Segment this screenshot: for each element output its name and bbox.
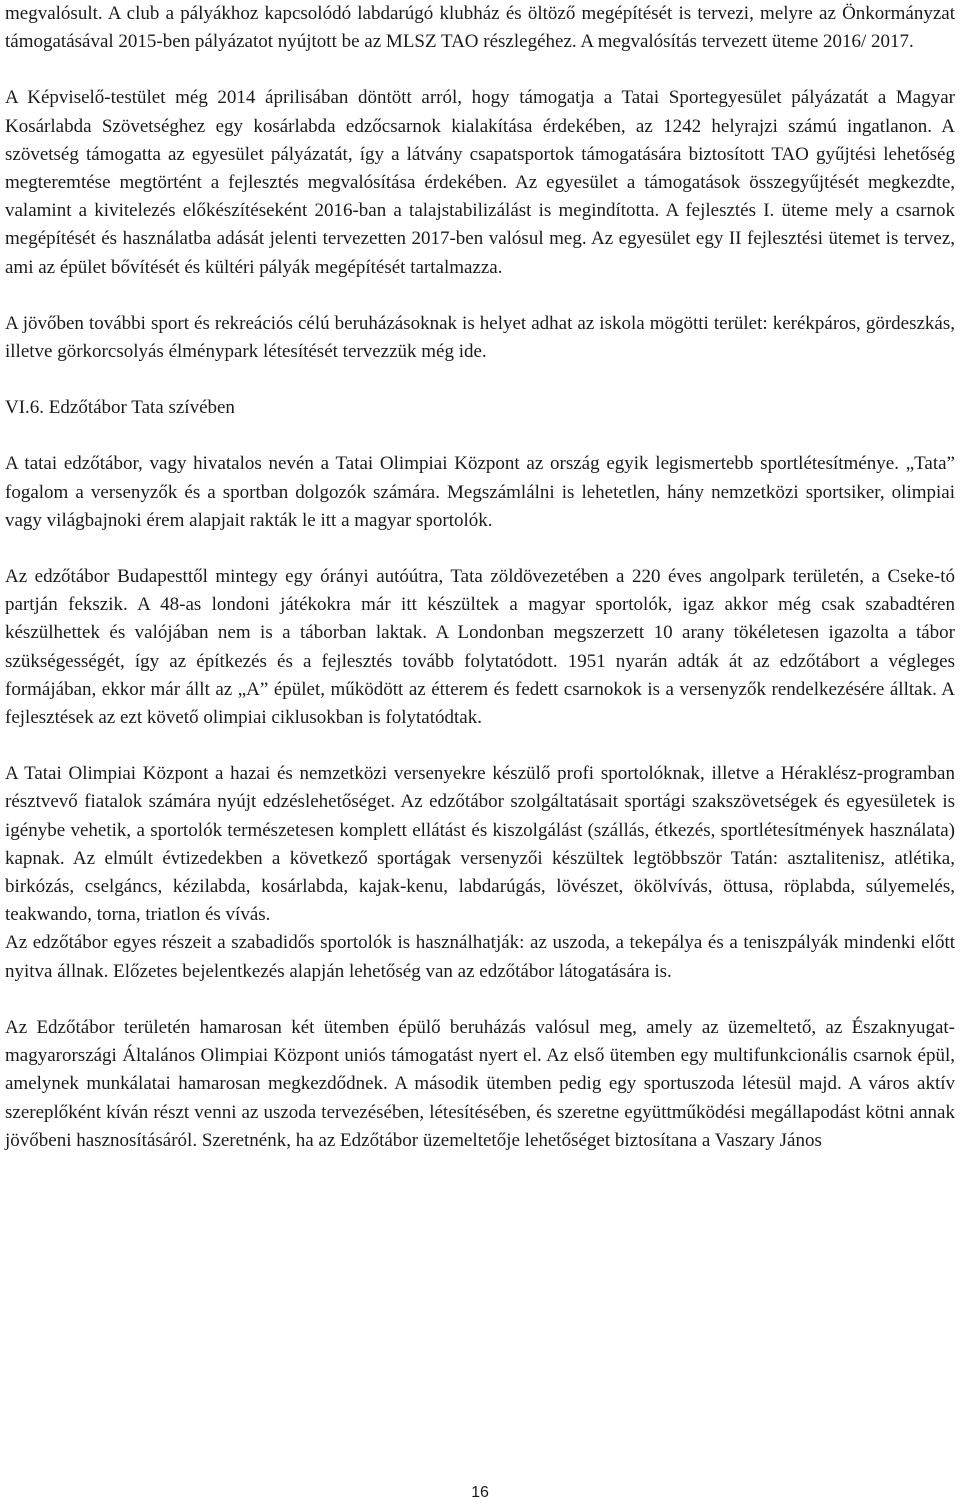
paragraph-gap	[5, 732, 955, 760]
paragraph-gap	[5, 986, 955, 1014]
paragraph-gap	[5, 422, 955, 450]
paragraph-training-camp-history: Az edzőtábor Budapesttől mintegy egy órányi autóútra, Tata zöldövezetében a 220 éves angolpark területén, a Cseke-tó partján fekszik. A 48-as londoni játékokra már itt készültek a magyar sportolók, igaz akkor még csak szabadtéren készülhettek és valójában nem is a táborban laktak. A Londonban megszerzett 10 arany tökéletesen igazolta a tábor szükségességét, így az építkezés és a fejlesztés tovább folytatódott. 1951 nyarán adták át az edzőtábort a végleges formájában, ekkor már állt az „A” épület, működött az étterem és fedett csarnokok is a versenyzők rendelkezésére álltak. A fejlesztések az ezt követő olimpiai ciklusokban is folytatódtak.	[5, 566, 955, 729]
paragraph-gap	[5, 535, 955, 563]
paragraph-basketball-hall: A Képviselő-testület még 2014 áprilisában döntött arról, hogy támogatja a Tatai Sportegyesület pályázatát a Magyar Kosárlabda Szövetséghez egy kosárlabda edzőcsarnok kialakítása érdekében, az 1242 helyrajzi számú ingatlanon. A szövetség támogatta az egyesület pályázatát, így a látvány csapatsportok támogatására biztosított TAO gyűjtési lehetőség megteremtése megtörtént a fejlesztés megvalósítása érdekében. Az egyesület a támogatások összegyűjtését megkezdte, valamint a kivitelezés előkészítéseként 2016-ban a talajstabilizálást is megindította. A fejlesztés I. üteme mely a csarnok megépítését és használatba adását jelenti tervezetten 2017-ben valósul meg. Az egyesület egy II fejlesztési ütemet is tervez, ami az épület bővítését és kültéri pályák megépítését tartalmazza.	[5, 87, 955, 278]
paragraph-gap	[5, 56, 955, 84]
paragraph-public-access: Az edzőtábor egyes részeit a szabadidős sportolók is használhatják: az uszoda, a tekepálya és a teniszpályák mindenki előtt nyitva állnak. Előzetes bejelentkezés alapján lehetőség van az edzőtábor látogatására is.	[5, 932, 955, 982]
document-page	[5, 0, 955, 1155]
paragraph-training-camp-intro: A tatai edzőtábor, vagy hivatalos nevén a Tatai Olimpiai Központ az ország egyik legismertebb sportlétesítménye. „Tata” fogalom a versenyzők és a sportban dolgozók számára. Megszámlálni is lehetetlen, hány nemzetközi sportsiker, olimpiai vagy világbajnoki érem alapjait rakták le itt a magyar sportolók.	[5, 453, 955, 531]
paragraph-gap	[5, 282, 955, 310]
section-heading: VI.6. Edzőtábor Tata szívében	[5, 397, 235, 419]
paragraph-olympic-center: A Tatai Olimpiai Központ a hazai és nemzetközi versenyekre készülő profi sportolóknak, illetve a Héraklész-programban résztvevő fiatalok számára nyújt edzéslehetőséget. Az edzőtábor szolgáltatásait sportági szakszövetségek és egyesületek is igénybe vehetik, a sportolók természetesen komplett ellátást és kiszolgálást (szállás, étkezés, sportlétesítmények használata) kapnak. Az elmúlt évtizedekben a következő sportágak versenyzői készültek legtöbbször Tatán: asztalitenisz, atlétika, birkózás, cselgáncs, kézilabda, kosárlabda, kajak-kenu, labdarúgás, lövészet, ökölvívás, öttusa, röplabda, súlyemelés, teakwando, torna, triatlon és vívás.	[5, 763, 955, 926]
paragraph-gap	[5, 366, 955, 394]
paragraph-future-recreation: A jövőben további sport és rekreációs célú beruházásoknak is helyet adhat az iskola mögötti terület: kerékpáros, gördeszkás, illetve görkorcsolyás élménypark létesítését tervezzük még ide.	[5, 312, 955, 363]
paragraph-continuation: megvalósult. A club a pályákhoz kapcsolódó labdarúgó klubház és öltöző megépítését is tervezi, melyre az Önkormányzat támogatásával 2015-ben pályázatot nyújtott be az MLSZ TAO részlegéhez. A megvalósítás tervezett üteme 2016/ 2017.	[5, 3, 955, 53]
paragraph-new-investment: Az Edzőtábor területén hamarosan két ütemben épülő beruházás valósul meg, amely az üzemeltető, az Északnyugat-magyarországi Általános Olimpiai Központ uniós támogatást nyert el. Az első ütemben egy multifunkcionális csarnok épül, amelynek munkálatai hamarosan megkezdődnek. A második ütemben pedig egy sportuszoda létesül majd. A város aktív szereplőként kíván részt venni az uszoda tervezésében, létesítésében, és szeretne együttműködési megállapodást kötni annak jövőbeni hasznosításáról. Szeretnénk, ha az Edzőtábor üzemeltetője lehetőséget biztosítana a Vaszary János	[5, 1016, 955, 1151]
page-number: 16	[471, 1484, 489, 1501]
